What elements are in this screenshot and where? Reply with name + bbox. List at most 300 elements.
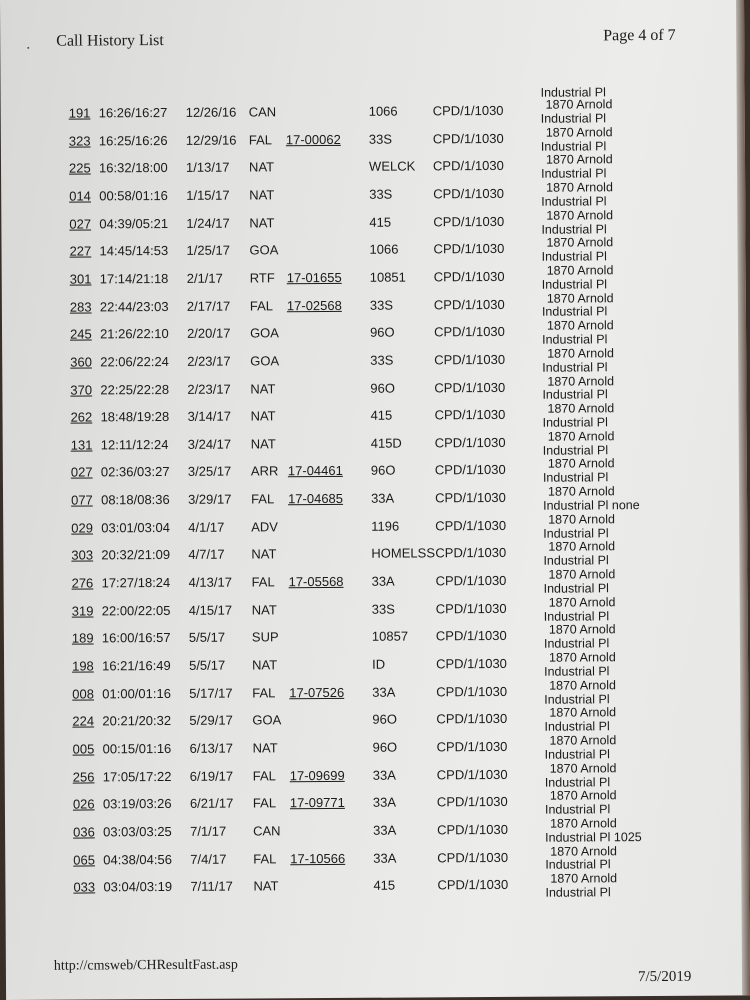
call-id-link[interactable]: 131 — [70, 437, 93, 453]
call-id-link[interactable]: 005 — [72, 741, 95, 757]
address-locality: Industrial Pl — [543, 581, 609, 596]
call-unit: CPD/1/1030 — [432, 158, 504, 174]
address-street: 1870 Arnold — [549, 677, 616, 693]
call-disposition: ADV — [251, 519, 279, 535]
case-number-link[interactable]: 17-00062 — [285, 131, 341, 147]
call-unit: CPD/1/1030 — [433, 268, 505, 285]
table-row — [3, 429, 743, 455]
call-code: 415 — [370, 407, 393, 423]
address-street: 1870 Arnold — [549, 788, 617, 803]
call-time: 18:48/19:28 — [100, 409, 170, 425]
address-locality: Industrial Pl — [544, 802, 611, 817]
call-id-link[interactable]: 008 — [72, 686, 94, 702]
call-code: 96O — [372, 711, 398, 728]
address-locality: Industrial Pl — [543, 553, 609, 568]
call-time: 00:15/01:16 — [102, 740, 172, 757]
call-unit: CPD/1/1030 — [434, 351, 506, 368]
call-date: 3/29/17 — [188, 491, 232, 507]
address-street: 1870 Arnold — [550, 843, 617, 859]
call-disposition: NAT — [252, 740, 278, 756]
address-street: 1870 Arnold — [549, 705, 617, 720]
call-id-link[interactable]: 323 — [68, 133, 91, 149]
call-date: 2/23/17 — [187, 381, 231, 397]
call-unit: CPD/1/1030 — [435, 628, 507, 644]
call-time: 08:18/08:36 — [101, 492, 170, 508]
call-address — [541, 237, 613, 265]
call-time: 20:32/21:09 — [101, 547, 171, 563]
table-row — [1, 152, 741, 179]
case-number-link[interactable]: 17-02568 — [286, 297, 342, 313]
address-street: 1870 Arnold — [548, 622, 616, 638]
call-time: 16:00/16:57 — [101, 630, 171, 646]
call-unit: CPD/1/1030 — [433, 241, 505, 257]
call-id-link[interactable]: 189 — [71, 630, 94, 646]
call-code: ID — [372, 656, 386, 672]
table-row — [4, 594, 744, 621]
call-time: 04:38/04:56 — [103, 851, 172, 867]
address-street: 1870 Arnold — [546, 318, 614, 333]
call-id-link[interactable]: 027 — [69, 216, 92, 232]
call-id-link[interactable]: 303 — [71, 547, 94, 563]
table-row — [2, 373, 742, 400]
call-disposition: GOA — [250, 353, 280, 369]
call-unit: CPD/1/1030 — [436, 711, 508, 727]
call-address — [545, 789, 617, 817]
table-row — [2, 290, 742, 317]
call-address — [542, 264, 614, 292]
call-address — [545, 872, 617, 900]
call-date: 5/5/17 — [189, 657, 226, 673]
table-row — [5, 760, 745, 787]
address-street: 1870 Arnold — [545, 124, 613, 140]
call-code: 33S — [369, 297, 394, 313]
call-unit: CPD/1/1030 — [435, 517, 507, 534]
call-disposition: NAT — [250, 380, 276, 396]
call-unit: CPD/1/1030 — [433, 296, 505, 312]
call-date: 2/17/17 — [186, 298, 231, 314]
call-code: HOMELSS — [371, 545, 436, 562]
call-address — [542, 402, 614, 430]
address-street: 1870 Arnold — [549, 816, 617, 831]
call-address — [544, 596, 616, 624]
call-time: 14:45/14:53 — [99, 243, 169, 259]
table-row — [1, 235, 741, 262]
call-id-link[interactable]: 065 — [73, 851, 96, 868]
call-date: 2/23/17 — [187, 353, 231, 369]
call-disposition: FAL — [251, 574, 275, 590]
call-date: 3/25/17 — [187, 464, 232, 480]
call-disposition: FAL — [249, 297, 274, 314]
call-date: 6/19/17 — [189, 768, 234, 784]
address-locality: Industrial Pl — [542, 415, 608, 430]
call-code: 96O — [370, 380, 395, 396]
call-address — [544, 651, 616, 679]
call-address — [543, 458, 615, 486]
call-date: 3/24/17 — [187, 436, 232, 452]
case-number-link[interactable]: 17-07526 — [289, 684, 345, 700]
address-locality: Industrial Pl — [544, 691, 610, 707]
call-disposition: NAT — [248, 159, 275, 175]
address-top-line — [541, 86, 606, 100]
call-id-link[interactable]: 033 — [73, 879, 96, 895]
call-unit: CPD/1/1030 — [436, 738, 508, 755]
address-street: 1870 Arnold — [549, 733, 617, 748]
table-row — [5, 792, 745, 815]
page-title: Call History List — [56, 32, 164, 50]
call-date: 6/13/17 — [189, 740, 233, 756]
call-time: 21:26/22:10 — [99, 326, 169, 342]
call-disposition: NAT — [252, 657, 278, 673]
call-date: 6/21/17 — [189, 795, 234, 812]
call-id-link[interactable]: 245 — [69, 326, 92, 342]
call-unit: CPD/1/1030 — [436, 766, 508, 782]
call-disposition: NAT — [251, 602, 277, 618]
table-row — [2, 405, 742, 428]
address-locality: Industrial Pl — [541, 194, 607, 209]
call-address — [542, 319, 614, 347]
call-code: 33A — [372, 684, 396, 700]
call-code: 33A — [373, 822, 397, 838]
call-date: 1/24/17 — [186, 215, 230, 231]
address-street: 1870 Arnold — [550, 871, 618, 886]
call-code: 1066 — [369, 241, 399, 257]
call-address — [542, 375, 614, 403]
address-locality: Industrial Pl — [542, 332, 608, 347]
call-id-link[interactable]: 014 — [69, 188, 91, 204]
call-id-link[interactable]: 036 — [73, 824, 95, 840]
call-time: 03:19/03:26 — [102, 796, 172, 812]
call-time: 22:06/22:24 — [100, 353, 169, 370]
call-code: 1196 — [371, 518, 400, 534]
call-time: 16:26/16:27 — [98, 104, 168, 121]
call-disposition: FAL — [248, 131, 273, 148]
call-time: 12:11/12:24 — [100, 436, 169, 453]
call-disposition: GOA — [249, 325, 279, 341]
call-unit: CPD/1/1030 — [433, 185, 505, 202]
address-locality: Industrial Pl — [541, 166, 607, 181]
call-disposition: GOA — [252, 712, 282, 728]
address-street: 1870 Arnold — [546, 263, 614, 278]
address-locality: Industrial Pl — [544, 664, 610, 679]
call-time: 03:04/03:19 — [103, 879, 173, 895]
call-disposition: FAL — [253, 850, 277, 867]
call-date: 1/13/17 — [185, 159, 230, 176]
address-street: 1870 Arnold — [545, 152, 613, 167]
address-street: 1870 Arnold — [548, 594, 616, 610]
call-code: WELCK — [368, 158, 416, 175]
call-code: 96O — [369, 324, 395, 340]
call-id-link[interactable]: 077 — [71, 492, 93, 508]
call-date: 12/26/16 — [185, 104, 237, 120]
call-date: 7/1/17 — [190, 823, 227, 839]
call-address — [542, 292, 614, 320]
call-disposition: FAL — [252, 767, 276, 784]
call-id-link[interactable]: 276 — [71, 575, 94, 591]
case-number-link[interactable]: 17-01655 — [286, 269, 342, 286]
table-row — [3, 539, 743, 566]
call-code: 96O — [372, 739, 398, 755]
call-unit: CPD/1/1030 — [435, 490, 506, 506]
call-code: 96O — [370, 463, 396, 479]
address-top-text: Industrial Pl — [540, 85, 606, 100]
call-code: 33S — [369, 186, 393, 202]
call-unit: CPD/1/1030 — [433, 213, 505, 229]
address-locality: Industrial Pl — [545, 857, 611, 873]
call-id-link[interactable]: 301 — [69, 271, 92, 287]
call-code: 415 — [373, 877, 396, 893]
call-id-link[interactable]: 029 — [71, 520, 93, 536]
address-locality: Industrial Pl — [541, 249, 607, 264]
address-locality: Industrial Pl — [540, 138, 607, 154]
page-number: Page 4 of 7 — [603, 26, 676, 45]
address-street: 1870 Arnold — [546, 290, 614, 306]
table-row — [4, 677, 744, 704]
call-address — [541, 154, 613, 182]
call-time: 17:05/17:22 — [102, 768, 172, 784]
table-row — [2, 263, 742, 289]
table-row — [4, 571, 744, 594]
call-address — [545, 845, 617, 873]
call-code: 33S — [371, 601, 395, 617]
address-locality: Industrial Pl none — [543, 498, 640, 513]
call-address — [543, 541, 615, 569]
address-locality: Industrial Pl — [542, 360, 608, 375]
call-unit: CPD/1/1030 — [433, 324, 505, 340]
call-code: 33S — [370, 352, 394, 368]
call-disposition: FAL — [251, 491, 275, 507]
call-address — [541, 126, 613, 154]
address-street: 1870 Arnold — [545, 97, 613, 112]
address-street: 1870 Arnold — [546, 235, 614, 250]
call-time: 17:14/21:18 — [99, 270, 169, 287]
call-date: 12/29/16 — [185, 132, 237, 148]
call-id-link[interactable]: 225 — [68, 160, 91, 176]
call-date: 5/29/17 — [189, 712, 233, 729]
call-address — [543, 485, 640, 513]
call-address — [543, 568, 615, 596]
table-row — [3, 512, 743, 538]
call-id-link[interactable]: 191 — [68, 105, 91, 121]
call-id-link[interactable]: 198 — [72, 658, 94, 674]
call-disposition: NAT — [249, 214, 275, 231]
address-locality: Industrial Pl — [541, 277, 608, 292]
call-disposition: NAT — [253, 878, 279, 894]
call-time: 03:03/03:25 — [103, 823, 172, 840]
case-number-link[interactable]: 17-09699 — [289, 767, 345, 783]
call-date: 7/4/17 — [190, 851, 227, 867]
table-row — [2, 322, 742, 345]
call-id-link[interactable]: 319 — [71, 603, 94, 619]
call-address — [544, 624, 616, 652]
call-code: 33A — [373, 850, 397, 866]
case-number-link[interactable]: 17-04461 — [287, 463, 343, 479]
call-address — [543, 513, 615, 541]
call-disposition: CAN — [253, 823, 281, 839]
call-time: 00:58/01:16 — [99, 187, 168, 204]
table-row — [5, 843, 745, 870]
call-code: 1066 — [368, 103, 398, 119]
address-locality: Industrial Pl — [541, 221, 607, 237]
call-time: 16:25/16:26 — [98, 132, 168, 149]
call-disposition: FAL — [252, 684, 276, 701]
case-number-link[interactable]: 17-10566 — [290, 850, 346, 866]
footer-date: 7/5/2019 — [637, 968, 692, 986]
call-disposition: NAT — [250, 436, 276, 452]
call-id-link[interactable]: 224 — [72, 713, 95, 729]
address-street: 1870 Arnold — [546, 207, 614, 223]
call-code: 33A — [372, 767, 396, 783]
table-row — [1, 97, 741, 123]
stray-mark — [27, 47, 29, 49]
address-locality: Industrial Pl — [545, 885, 611, 900]
address-street: 1870 Arnold — [547, 429, 615, 444]
address-street: 1870 Arnold — [547, 484, 615, 499]
call-disposition: ARR — [250, 463, 279, 479]
case-number-link[interactable]: 17-09771 — [289, 795, 345, 811]
call-address — [544, 734, 616, 762]
call-time: 22:00/22:05 — [101, 602, 171, 619]
call-id-link[interactable]: 227 — [69, 243, 92, 259]
footer-url: http://cmsweb/CHResultFast.asp — [53, 957, 238, 974]
call-time: 16:21/16:49 — [102, 657, 171, 674]
call-unit: CPD/1/1030 — [434, 434, 506, 451]
call-time: 03:01/03:04 — [101, 519, 170, 536]
table-row — [3, 456, 743, 483]
call-time: 16:32/18:00 — [98, 160, 168, 176]
call-unit: CPD/1/1030 — [436, 683, 508, 699]
call-id-link[interactable]: 256 — [72, 769, 95, 785]
call-date: 2/20/17 — [186, 325, 231, 342]
call-disposition: GOA — [249, 242, 279, 258]
address-street: 1870 Arnold — [548, 650, 616, 665]
call-address — [541, 98, 613, 126]
call-address — [543, 430, 615, 458]
call-disposition: NAT — [249, 187, 275, 203]
address-street: 1870 Arnold — [548, 567, 616, 582]
case-number-link[interactable]: 17-05568 — [288, 573, 344, 590]
call-time: 17:27/18:24 — [101, 575, 171, 591]
address-street: 1870 Arnold — [547, 373, 615, 389]
call-code: 415 — [369, 214, 392, 230]
table-row — [5, 733, 745, 759]
call-disposition: RTF — [249, 270, 275, 286]
table-row — [4, 705, 744, 732]
call-unit: CPD/1/1030 — [434, 379, 506, 395]
table-row — [2, 346, 742, 372]
call-unit: CPD/1/1030 — [436, 655, 507, 672]
call-unit: CPD/1/1030 — [432, 130, 504, 146]
call-code: 33A — [372, 794, 397, 810]
call-code: 33A — [371, 573, 395, 589]
call-time: 01:00/01:16 — [102, 685, 171, 702]
call-id-link[interactable]: 027 — [70, 464, 93, 481]
case-number-link[interactable]: 17-04685 — [288, 491, 344, 507]
address-locality: Industrial Pl — [542, 442, 609, 458]
address-street: 1870 Arnold — [546, 180, 613, 195]
call-time: 02:36/03:27 — [100, 464, 170, 480]
call-address — [541, 181, 613, 209]
table-row — [1, 124, 741, 151]
call-code: 10851 — [369, 269, 406, 285]
call-time: 04:39/05:21 — [99, 215, 169, 231]
address-locality: Industrial Pl — [542, 470, 609, 486]
call-unit: CPD/1/1030 — [434, 407, 506, 423]
address-locality: Industrial Pl — [540, 111, 607, 126]
call-address — [544, 679, 616, 707]
call-unit: CPD/1/1030 — [435, 545, 507, 561]
address-locality: Industrial Pl — [541, 304, 608, 320]
address-locality: Industrial Pl 1025 — [545, 829, 642, 845]
call-date: 7/11/17 — [190, 878, 233, 895]
call-address — [541, 209, 613, 237]
call-date: 4/15/17 — [188, 602, 233, 618]
call-time: 22:25/22:28 — [100, 381, 170, 397]
table-row — [1, 180, 741, 206]
address-locality: Industrial Pl — [543, 608, 610, 624]
table-row — [1, 207, 741, 234]
call-disposition: NAT — [251, 546, 277, 562]
address-locality: Industrial Pl — [544, 774, 611, 790]
call-time: 22:44/23:03 — [99, 298, 169, 314]
address-locality: Industrial Pl — [542, 387, 608, 403]
call-address — [542, 347, 614, 375]
address-locality: Industrial Pl — [544, 719, 610, 734]
call-date: 5/5/17 — [188, 629, 226, 646]
call-date: 4/7/17 — [188, 547, 225, 563]
call-code: 33S — [368, 131, 393, 147]
call-address — [545, 762, 617, 790]
call-id-link[interactable]: 026 — [72, 796, 95, 812]
call-date: 5/17/17 — [189, 685, 233, 701]
call-id-link[interactable]: 370 — [70, 381, 93, 398]
call-disposition: NAT — [250, 408, 276, 424]
call-id-link[interactable]: 283 — [69, 298, 92, 315]
address-street: 1870 Arnold — [547, 346, 614, 361]
address-locality: Industrial Pl — [543, 525, 609, 541]
table-row — [5, 875, 745, 898]
call-unit: CPD/1/1030 — [437, 821, 508, 838]
call-date: 4/1/17 — [188, 519, 225, 535]
call-unit: CPD/1/1030 — [435, 600, 507, 617]
call-address — [545, 817, 642, 845]
call-date: 1/25/17 — [186, 242, 230, 259]
call-unit: CPD/1/1030 — [435, 572, 507, 589]
address-street: 1870 Arnold — [547, 456, 615, 472]
table-row — [4, 622, 744, 649]
call-date: 1/15/17 — [186, 187, 230, 203]
call-date: 4/13/17 — [188, 574, 232, 590]
call-code: 33A — [371, 490, 395, 506]
address-street: 1870 Arnold — [547, 401, 615, 416]
call-address — [544, 707, 616, 735]
call-unit: CPD/1/1030 — [432, 102, 504, 119]
address-locality: Industrial Pl — [543, 636, 610, 651]
call-id-link[interactable]: 262 — [70, 409, 93, 425]
call-time: 20:21/20:32 — [102, 713, 172, 729]
call-id-link[interactable]: 360 — [70, 354, 92, 370]
address-street: 1870 Arnold — [549, 760, 617, 776]
address-street: 1870 Arnold — [548, 539, 616, 555]
call-unit: CPD/1/1030 — [434, 462, 506, 478]
call-disposition: FAL — [252, 795, 277, 811]
call-code: 415D — [370, 435, 402, 451]
call-unit: CPD/1/1030 — [437, 849, 509, 865]
call-unit: CPD/1/1030 — [437, 877, 509, 893]
call-date: 2/1/17 — [186, 270, 223, 286]
call-disposition: SUP — [251, 629, 279, 645]
call-date: 3/14/17 — [187, 408, 231, 425]
call-unit: CPD/1/1030 — [436, 794, 508, 810]
